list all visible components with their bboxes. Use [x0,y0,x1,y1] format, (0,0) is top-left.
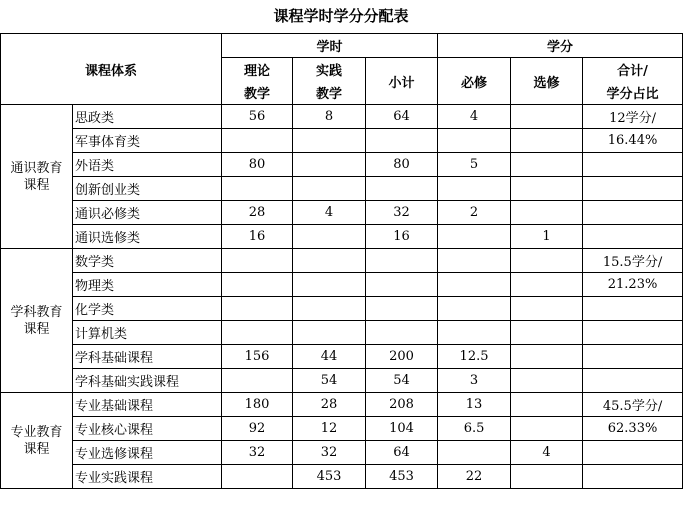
header-total-line2: 学分占比 [583,81,683,105]
course-name: 学科基础实践课程 [73,369,222,393]
table-row [1,393,683,417]
subtotal-hours [366,249,438,273]
required-credits [438,441,511,465]
table-row [1,345,683,369]
header-subtotal: 小计 [366,58,438,105]
subtotal-hours: 32 [366,201,438,225]
header-hours: 学时 [222,34,438,58]
practice-hours: 4 [293,201,366,225]
required-credits [438,249,511,273]
required-credits: 4 [438,105,511,129]
header-total-line1: 合计/ [583,58,683,81]
required-credits [438,321,511,345]
group-total-ratio: 62.33% [583,417,683,441]
table-row [1,129,683,153]
elective-credits [511,465,583,489]
required-credits: 2 [438,201,511,225]
elective-credits [511,321,583,345]
total-cell [583,225,683,249]
course-name: 专业实践课程 [73,465,222,489]
practice-hours: 8 [293,105,366,129]
subtotal-hours: 54 [366,369,438,393]
header-credits: 学分 [438,34,683,58]
table-row [1,441,683,465]
subtotal-hours: 453 [366,465,438,489]
group-total-credits: 12学分/ [583,105,683,129]
header-theory-line1: 理论 [222,58,293,81]
table-row [1,201,683,225]
practice-hours [293,321,366,345]
course-name: 思政类 [73,105,222,129]
elective-credits [511,417,583,441]
course-name: 数学类 [73,249,222,273]
group-total-ratio: 21.23% [583,273,683,297]
course-name: 军事体育类 [73,129,222,153]
header-category: 课程体系 [1,34,222,105]
subtotal-hours [366,297,438,321]
group-total-ratio: 16.44% [583,129,683,153]
page-title: 课程学时学分分配表 [273,7,409,25]
elective-credits [511,177,583,201]
course-name: 化学类 [73,297,222,321]
table-row [1,273,683,297]
course-name: 专业基础课程 [73,393,222,417]
subtotal-hours: 104 [366,417,438,441]
table-row [1,153,683,177]
practice-hours [293,225,366,249]
course-name: 通识选修类 [73,225,222,249]
subtotal-hours [366,177,438,201]
table-row [1,369,683,393]
subtotal-hours [366,321,438,345]
subtotal-hours: 64 [366,441,438,465]
table-row [1,321,683,345]
practice-hours [293,273,366,297]
theory-hours: 28 [222,201,293,225]
theory-hours [222,321,293,345]
subtotal-hours [366,129,438,153]
elective-credits [511,201,583,225]
group-name: 学科教育 课程 [1,249,73,393]
elective-credits [511,105,583,129]
course-name: 通识必修类 [73,201,222,225]
total-cell [583,177,683,201]
practice-hours [293,249,366,273]
elective-credits [511,345,583,369]
table-row [1,417,683,441]
course-name: 学科基础课程 [73,345,222,369]
elective-credits [511,129,583,153]
elective-credits [511,297,583,321]
required-credits: 22 [438,465,511,489]
theory-hours: 80 [222,153,293,177]
required-credits: 12.5 [438,345,511,369]
table-row [1,249,683,273]
theory-hours: 32 [222,441,293,465]
theory-hours: 92 [222,417,293,441]
total-cell [583,321,683,345]
subtotal-hours: 200 [366,345,438,369]
required-credits: 13 [438,393,511,417]
group-name: 通识教育 课程 [1,105,73,249]
practice-hours: 28 [293,393,366,417]
theory-hours: 16 [222,225,293,249]
group-name: 专业教育 课程 [1,393,73,489]
subtotal-hours: 16 [366,225,438,249]
practice-hours [293,177,366,201]
course-name: 创新创业类 [73,177,222,201]
theory-hours: 56 [222,105,293,129]
theory-hours: 156 [222,345,293,369]
required-credits [438,129,511,153]
required-credits [438,177,511,201]
theory-hours [222,273,293,297]
theory-hours [222,177,293,201]
header-required: 必修 [438,58,511,105]
course-name: 专业核心课程 [73,417,222,441]
required-credits [438,273,511,297]
subtotal-hours: 64 [366,105,438,129]
practice-hours: 12 [293,417,366,441]
theory-hours [222,297,293,321]
total-cell [583,201,683,225]
group-total-credits: 15.5学分/ [583,249,683,273]
header-practice-line2: 教学 [293,81,366,105]
course-name: 外语类 [73,153,222,177]
header-elective: 选修 [511,58,583,105]
practice-hours: 44 [293,345,366,369]
elective-credits [511,369,583,393]
table-row [1,105,683,129]
required-credits: 3 [438,369,511,393]
theory-hours: 180 [222,393,293,417]
required-credits [438,225,511,249]
group-total-credits: 45.5学分/ [583,393,683,417]
elective-credits: 4 [511,441,583,465]
practice-hours: 32 [293,441,366,465]
total-cell [583,369,683,393]
practice-hours [293,153,366,177]
theory-hours [222,465,293,489]
credit-table [0,33,683,489]
elective-credits [511,153,583,177]
header-theory-line2: 教学 [222,81,293,105]
required-credits: 5 [438,153,511,177]
table-row [1,465,683,489]
total-cell [583,297,683,321]
practice-hours [293,129,366,153]
practice-hours: 453 [293,465,366,489]
theory-hours [222,249,293,273]
required-credits: 6.5 [438,417,511,441]
elective-credits: 1 [511,225,583,249]
subtotal-hours [366,273,438,297]
header-practice-line1: 实践 [293,58,366,81]
course-name: 专业选修课程 [73,441,222,465]
elective-credits [511,249,583,273]
total-cell [583,153,683,177]
total-cell [583,465,683,489]
course-name: 物理类 [73,273,222,297]
table-row [1,297,683,321]
subtotal-hours: 80 [366,153,438,177]
elective-credits [511,393,583,417]
subtotal-hours: 208 [366,393,438,417]
theory-hours [222,369,293,393]
required-credits [438,297,511,321]
table-row [1,177,683,201]
practice-hours: 54 [293,369,366,393]
table-row [1,225,683,249]
theory-hours [222,129,293,153]
elective-credits [511,273,583,297]
course-name: 计算机类 [73,321,222,345]
total-cell [583,441,683,465]
practice-hours [293,297,366,321]
total-cell [583,345,683,369]
